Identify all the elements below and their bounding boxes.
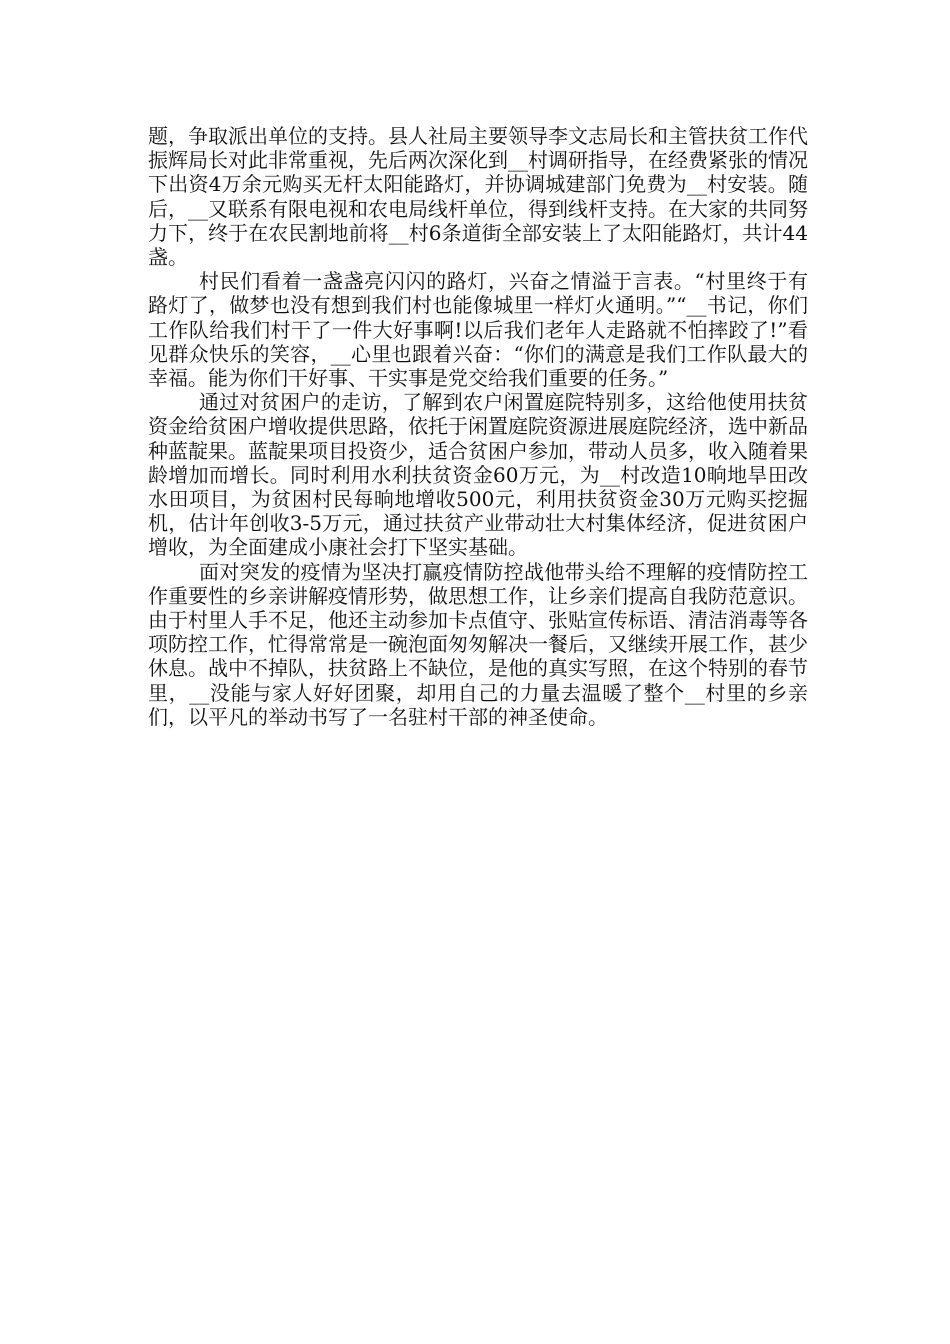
document-body bbox=[148, 124, 808, 729]
paragraph-poverty-industry: 通过对贫困户的走访，了解到农户闲置庭院特别多，这给他使用扶贫资金给贫困户增收提供思路，依托于闲置庭院资源进展庭院经济，选中新品种蓝靛果。蓝靛果项目投资少，适合贫困户参加，带动人员多，收入随着果龄增加而增长。同时利用水利扶贫资金60万元，为__村改造10晌地旱田改水田项目，为贫困村民每晌地增收500元，利用扶贫资金30万元购买挖掘机，估计年创收3-5万元，通过扶贫产业带动壮大村集体经济，促进贫困户增收，为全面建成小康社会打下坚实基础。 bbox=[148, 390, 808, 560]
paragraph-epidemic-control: 面对突发的疫情为坚决打赢疫情防控战他带头给不理解的疫情防控工作重要性的乡亲讲解疫情形势，做思想工作，让乡亲们提高自我防范意识。由于村里人手不足，他还主动参加卡点值守、张贴宣传标语、清洁消毒等各项防控工作，忙得常常是一碗泡面匆匆解决一餐后，又继续开展工作，甚少休息。战中不掉队，扶贫路上不缺位，是他的真实写照，在这个特别的春节里，__没能与家人好好团聚，却用自己的力量去温暖了整个__村里的乡亲们，以平凡的举动书写了一名驻村干部的神圣使命。 bbox=[148, 559, 808, 729]
paragraph-continuation: 题，争取派出单位的支持。县人社局主要领导李文志局长和主管扶贫工作代振辉局长对此非常重视，先后两次深化到__村调研指导，在经费紧张的情况下出资4万余元购买无杆太阳能路灯，并协调城建部门免费为__村安装。随后，__又联系有限电视和农电局线杆单位，得到线杆支持。在大家的共同努力下，终于在农民割地前将__村6条道街全部安装上了太阳能路灯，共计44盏。 bbox=[148, 124, 808, 270]
paragraph-villagers-reaction: 村民们看着一盏盏亮闪闪的路灯，兴奋之情溢于言表。“村里终于有路灯了，做梦也没有想到我们村也能像城里一样灯火通明。”“__书记，你们工作队给我们村干了一件大好事啊!以后我们老年人走路就不怕摔跤了!”看见群众快乐的笑容，__心里也跟着兴奋：“你们的满意是我们工作队最大的幸福。能为你们干好事、干实事是党交给我们重要的任务。” bbox=[148, 269, 808, 391]
